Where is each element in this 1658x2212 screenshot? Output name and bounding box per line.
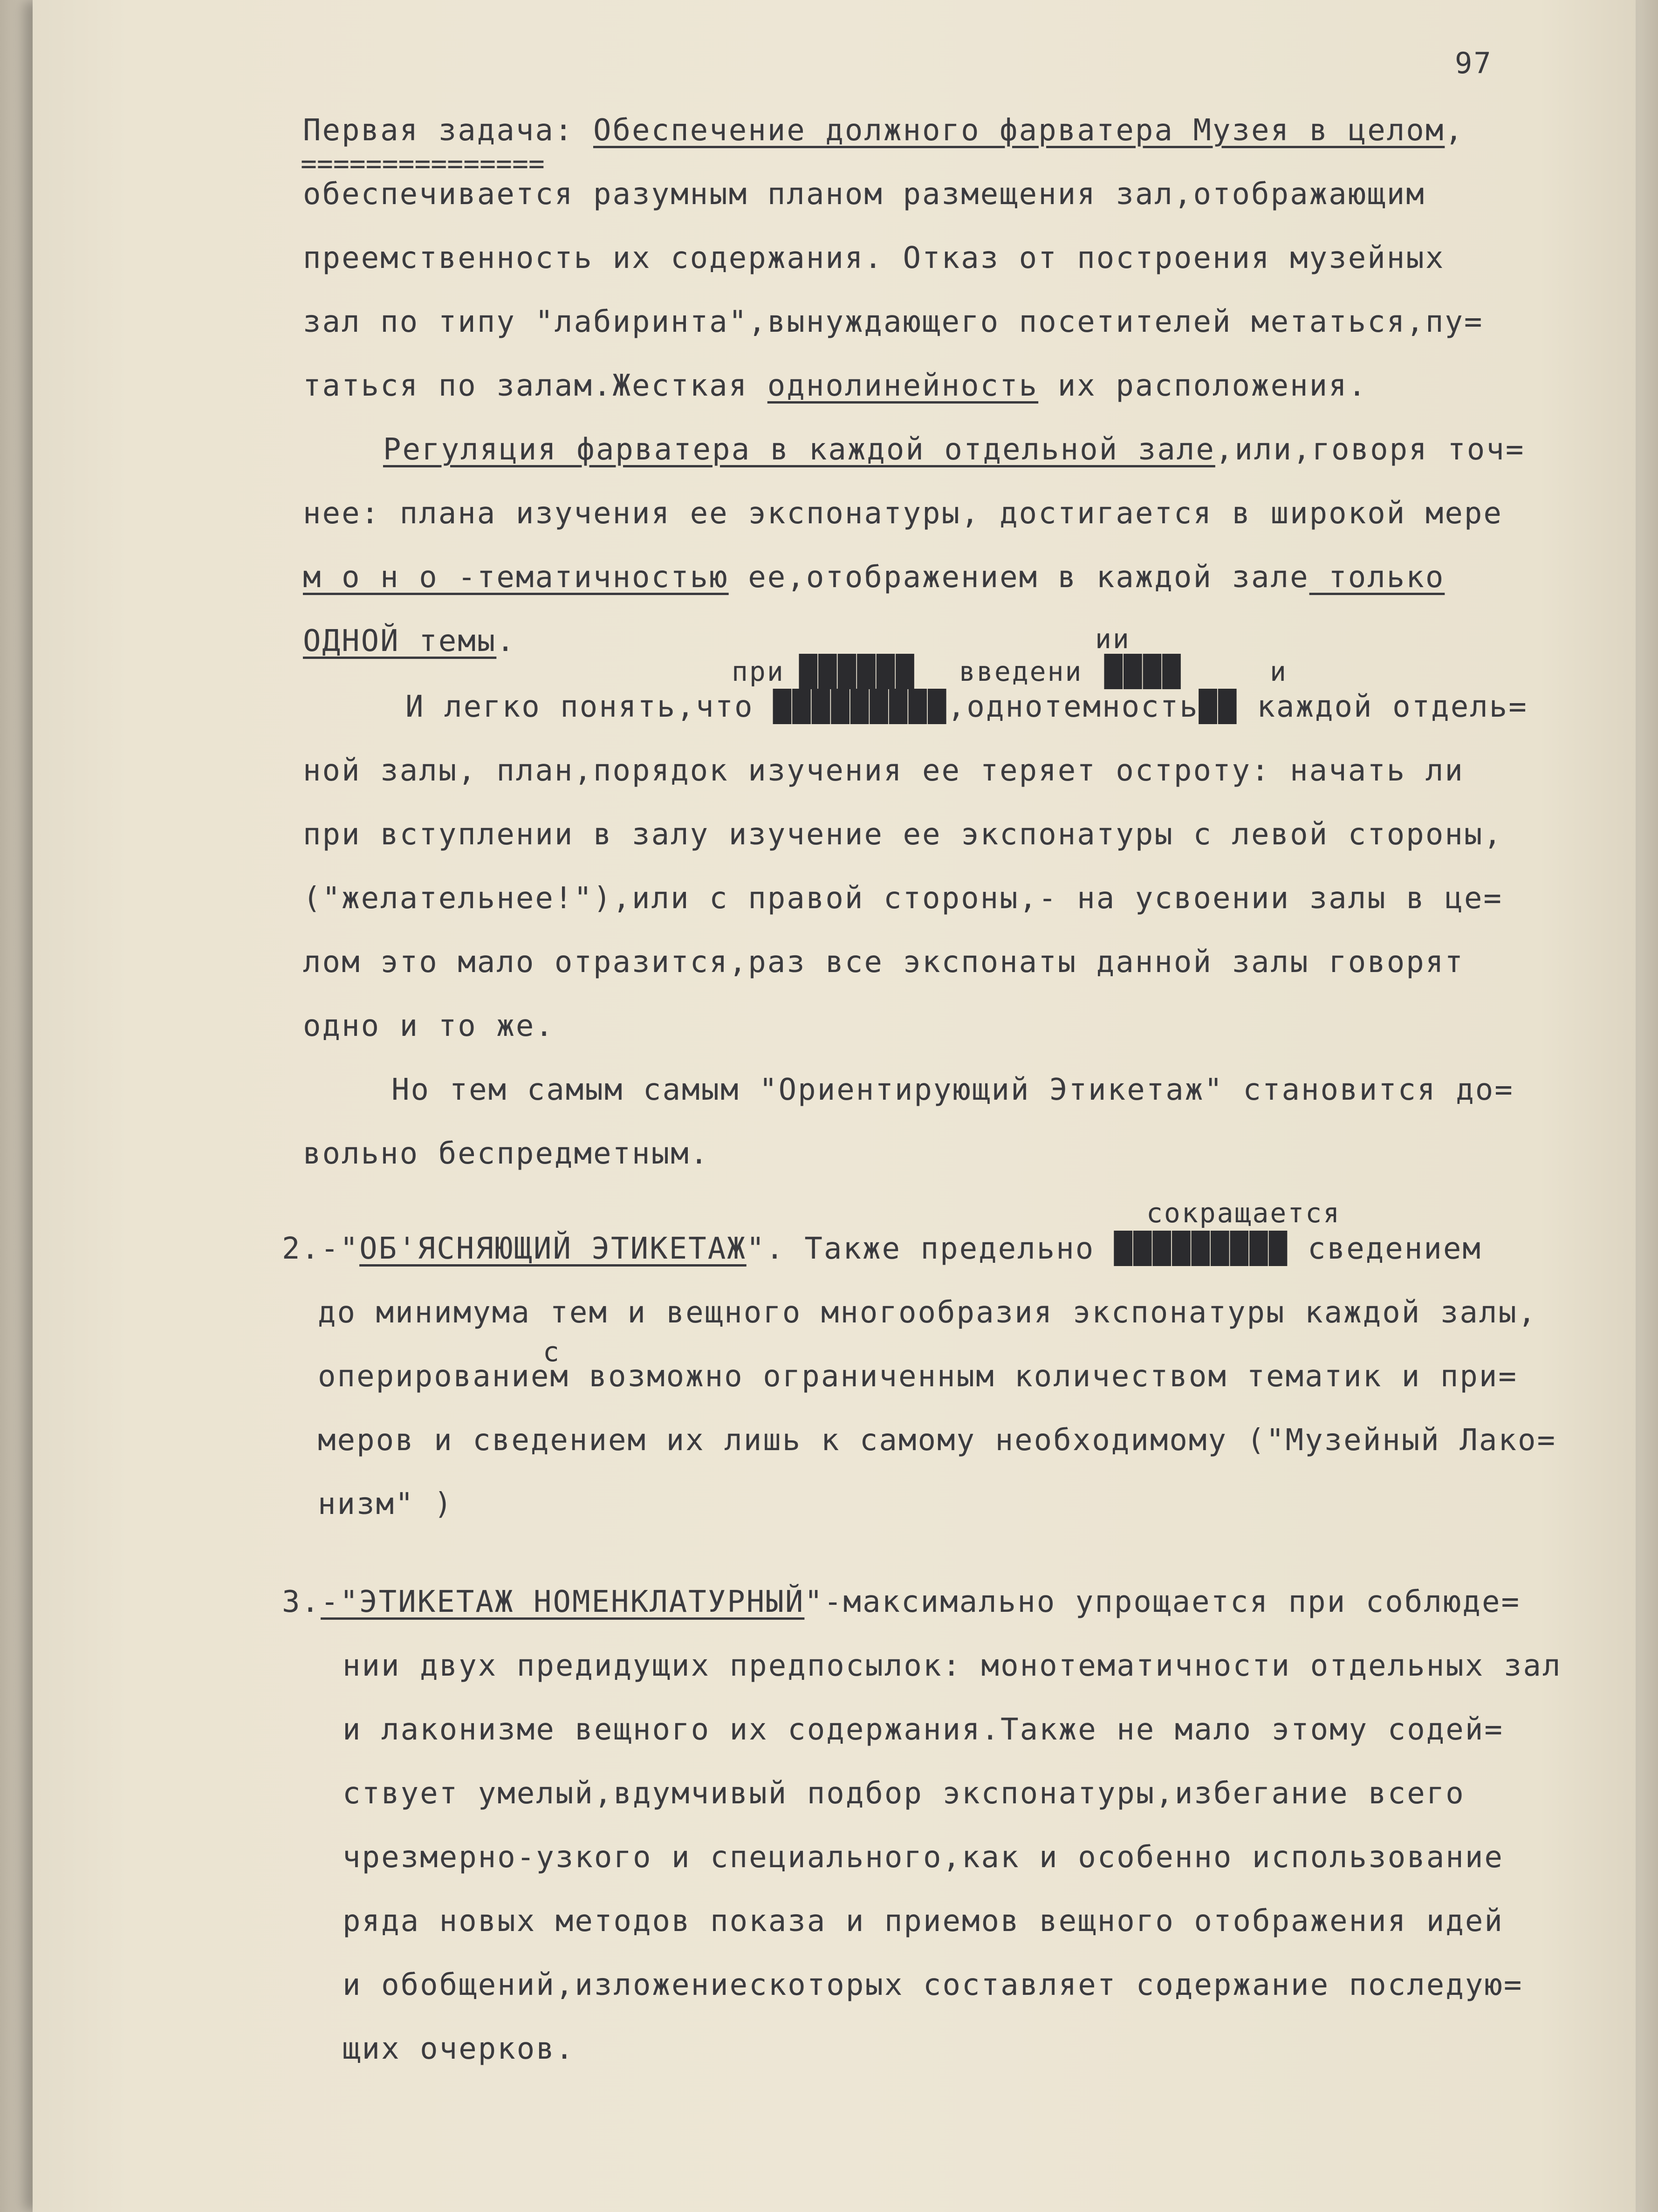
para2-line4: ОДНОЙ темы. <box>303 624 516 658</box>
item2-line4: меров и сведением их лишь к самому необходимому ("Музейный Лако= <box>318 1423 1556 1458</box>
typewritten-page <box>33 0 1636 2212</box>
para1-line5: таться по залам.Жесткая однолинейность их расположения. <box>303 369 1368 403</box>
item3-line7: и обобщений,изложениескоторых составляет содержание последую= <box>343 1968 1523 2002</box>
para3-line2: ной залы, план,порядок изучения ее теряет остроту: начать ли <box>303 753 1464 788</box>
item3-line1: 3.-"ЭТИКЕТАЖ НОМЕНКЛАТУРНЫЙ"-максимально упрощается при соблюде= <box>282 1585 1521 1619</box>
para3-line5: лом это мало отразится,раз все экспонаты данной залы говорят <box>303 945 1464 979</box>
para2-line2: нее: плана изучения ее экспонатуры, достигается в широкой мере <box>303 496 1503 531</box>
item2-line2: до минимума тем и вещного многообразия экспонатуры каждой залы, <box>318 1295 1537 1330</box>
para2-line1: Регуляция фарватера в каждой отдельной зале,или,говоря точ= <box>383 432 1525 467</box>
para3-line4: ("желательнее!"),или с правой стороны,- на усвоении залы в це= <box>303 881 1503 916</box>
strikeout-block: ██████ <box>799 655 916 689</box>
item3-line6: ряда новых методов показа и приемов вещного отображения идей <box>343 1904 1504 1938</box>
insertion-s: с <box>543 1336 561 1368</box>
insertion-i: и <box>1270 656 1288 687</box>
para2-line3: м о н о -тематичностью ее,отображением в каждой зале только <box>303 560 1445 595</box>
insertion-ii: ии <box>1095 623 1130 655</box>
para3-line6: одно и то же. <box>303 1009 555 1043</box>
para1-line2: обеспечивается разумным планом размещения зал,отображающим <box>303 177 1425 212</box>
double-underline: =============== <box>301 148 545 179</box>
item3-line5: чрезмерно-узкого и специального,как и особенно использование <box>343 1840 1504 1875</box>
item2-line1: 2.-"ОБ'ЯСНЯЮЩИЙ ЭТИКЕТАЖ". Также предельно █████████ сведением <box>282 1232 1482 1266</box>
insertion-pri: при <box>732 656 785 687</box>
strikeout-block: ████ <box>1104 655 1182 689</box>
insertion-vvedeni: введени <box>959 656 1083 687</box>
para3-line3: при вступлении в залу изучение ее экспонатуры с левой стороны, <box>303 817 1503 852</box>
para1-line1: Первая задача: Обеспечение должного фарватера Музея в целом, <box>303 113 1464 148</box>
item2-line3: оперированием возможно ограниченным количеством тематик и при= <box>318 1359 1518 1394</box>
item2-line5: низм" ) <box>318 1487 453 1521</box>
para1-line4: зал по типу "лабиринта",вынуждающего посетителей метаться,пу= <box>303 305 1484 339</box>
insertion-sokraschaetsya: сокращается <box>1146 1197 1341 1229</box>
binding-edge <box>0 0 33 2212</box>
item3-line4: ствует умелый,вдумчивый подбор экспонатуры,избегание всего <box>343 1776 1465 1811</box>
page-number: 97 <box>1455 46 1493 80</box>
para4-line1: Но тем самым самым "Ориентирующий Этикетаж" становится до= <box>391 1073 1514 1107</box>
para1-line3: преемственность их содержания. Отказ от построения музейных <box>303 241 1445 275</box>
para3-line1: И легко понять,что █████████,однотемность██ каждой отдель= <box>405 690 1528 724</box>
item3-line2: нии двух предидущих предпосылок: монотематичности отдельных зал <box>343 1649 1562 1683</box>
item3-line8: щих очерков. <box>343 2032 575 2066</box>
item3-line3: и лаконизме вещного их содержания.Также не мало этому содей= <box>343 1712 1504 1747</box>
para4-line2: вольно беспредметным. <box>303 1137 710 1171</box>
page-stack-edge <box>1636 0 1658 2212</box>
